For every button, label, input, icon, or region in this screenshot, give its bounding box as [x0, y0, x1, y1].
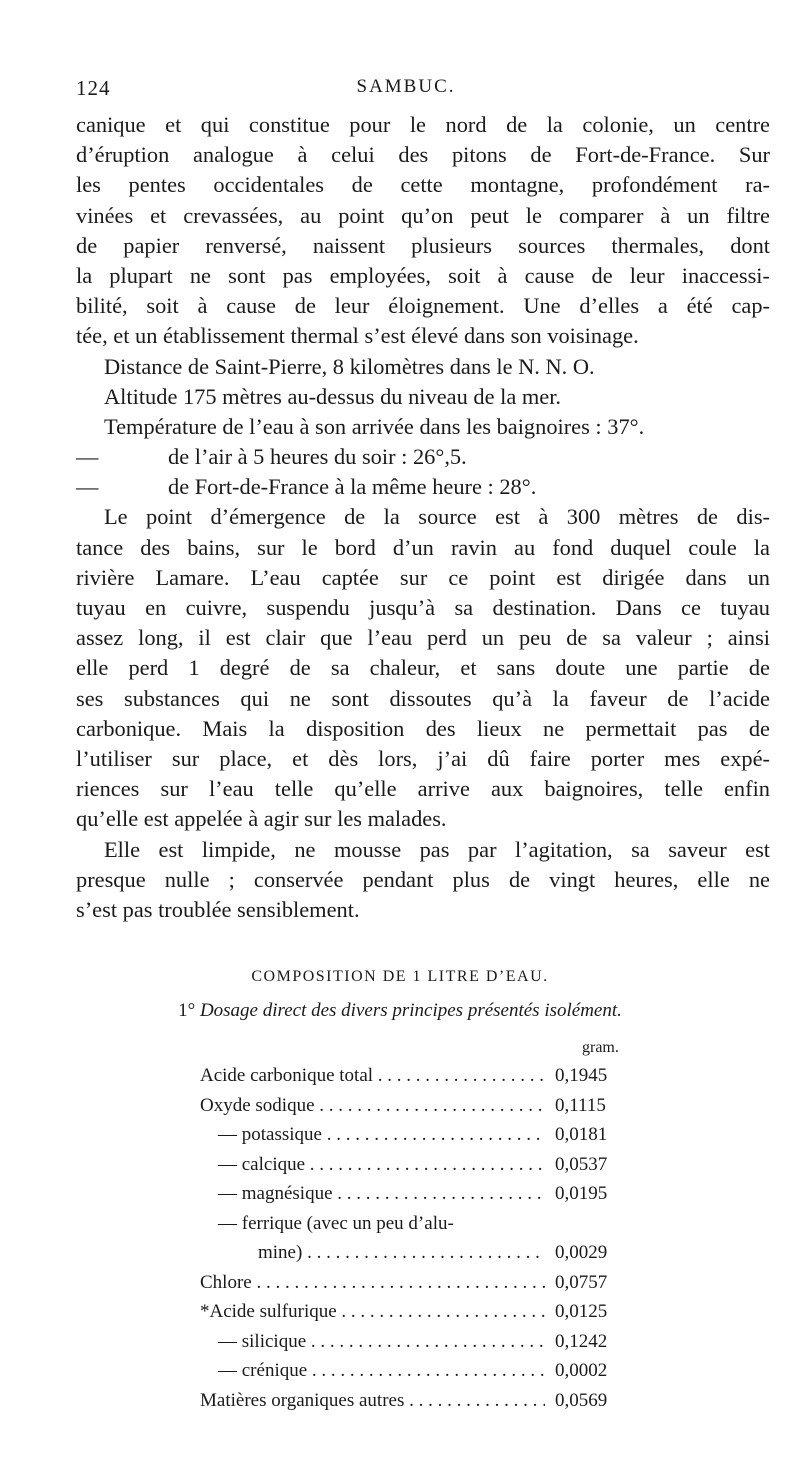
row-label: — ferrique (avec un peu d’alu-	[218, 1212, 454, 1234]
body-line: riences sur l’eau telle qu’elle arrive aux baignoires, telle enfin	[76, 776, 770, 802]
body-line: s’est pas troublée sensiblement.	[76, 896, 360, 922]
body-line: d’éruption analogue à celui des pitons de Fort-de-France. Sur	[76, 142, 770, 168]
body-line: bilité, soit à cause de leur éloignement. Une d’elles a été cap-	[76, 293, 770, 319]
table-row	[200, 1120, 660, 1150]
row-value: 0,0181	[555, 1124, 608, 1145]
body-line: de papier renversé, naissent plusieurs sources thermales, dont	[76, 232, 770, 258]
row-value: 0,0757	[555, 1271, 608, 1293]
ditto-dash: —	[76, 444, 99, 470]
table-row	[200, 1297, 660, 1327]
row-label: — silicique . . .	[200, 1327, 545, 1357]
row-label: — magnésique . . .	[200, 1179, 545, 1209]
row-value: 0,0125	[555, 1301, 608, 1322]
row-label: Matières organiques autres . . .	[200, 1386, 545, 1416]
body-line: rivière Lamare. L’eau captée sur ce point est dirigée dans un	[76, 564, 770, 590]
table-row	[200, 1209, 660, 1239]
row-value: 0,0195	[555, 1183, 608, 1204]
composition-title: COMPOSITION DE 1 LITRE D’EAU.	[251, 968, 549, 985]
table-row	[200, 1091, 660, 1121]
air-temperature-line	[76, 442, 770, 472]
table-row	[200, 1356, 660, 1386]
row-label: — crénique . . .	[200, 1356, 545, 1386]
row-label: Acide carbonique total . . .	[200, 1061, 545, 1091]
row-value: 0,0569	[555, 1389, 608, 1411]
page-number: 124	[76, 76, 111, 100]
row-label: — calcique . . .	[200, 1150, 545, 1180]
body-line: canique et qui constitue pour le nord de la colonie, un centre	[76, 112, 770, 137]
distance-line: Distance de Saint-Pierre, 8 kilomètres dans le N. N. O.	[104, 353, 595, 379]
fdf-temperature-line	[76, 472, 770, 502]
altitude-line: Altitude 175 mètres au-dessus du niveau de la mer.	[104, 383, 562, 409]
body-line: vinées et crevassées, au point qu’on peut le comparer à un filtre	[76, 202, 770, 228]
running-title: SAMBUC.	[356, 76, 456, 97]
body-text	[76, 110, 770, 925]
table-row	[200, 1238, 660, 1268]
table-row	[200, 1327, 660, 1357]
body-line: Elle est limpide, ne mousse pas par l’agitation, sa saveur est	[104, 836, 770, 862]
row-value: 0,1242	[555, 1330, 608, 1352]
body-line: elle perd 1 degré de sa chaleur, et sans doute une partie de	[76, 655, 770, 681]
subtitle-text: Dosage direct des divers principes présentés isolément.	[199, 1000, 622, 1021]
air-temperature-text: de l’air à 5 heures du soir : 26°,5.	[168, 444, 467, 470]
unit-label: gram.	[582, 1039, 619, 1056]
table-row	[200, 1150, 660, 1180]
ditto-dash: —	[76, 474, 99, 500]
water-temperature-line: Température de l’eau à son arrivée dans les baignoires : 37°.	[104, 413, 645, 439]
row-label: mine) . . .	[200, 1238, 545, 1268]
body-line: les pentes occidentales de cette montagne, profondément ra-	[76, 172, 770, 198]
body-line: Le point d’émergence de la source est à 300 mètres de dis-	[104, 504, 770, 530]
row-value: 0,0002	[555, 1360, 608, 1381]
body-line: carbonique. Mais la disposition des lieux ne permettait pas de	[76, 715, 770, 741]
table-row	[200, 1386, 660, 1416]
row-value: 0,0537	[555, 1153, 608, 1175]
row-value: 0,1945	[555, 1065, 608, 1086]
fdf-temperature-text: de Fort-de-France à la même heure : 28°.	[168, 474, 537, 500]
row-label: *Acide sulfurique . . .	[200, 1297, 545, 1327]
subtitle-number: 1°	[178, 1000, 196, 1021]
row-label: Chlore . . .	[200, 1268, 545, 1298]
table-row	[200, 1268, 660, 1298]
composition-table	[200, 1061, 660, 1415]
body-line: tance des bains, sur le bord d’un ravin au fond duquel coule la	[76, 534, 770, 560]
body-line: assez long, il est clair que l’eau perd un peu de sa valeur ; ainsi	[76, 625, 770, 651]
body-line: qu’elle est appelée à agir sur les malades.	[76, 806, 447, 832]
body-line: presque nulle ; conservée pendant plus de vingt heures, elle ne	[76, 866, 770, 892]
row-value: 0,1115	[555, 1094, 606, 1116]
page-header	[76, 76, 736, 106]
body-line: la plupart ne sont pas employées, soit à cause de leur inaccessi-	[76, 262, 770, 288]
row-value: 0,0029	[555, 1242, 608, 1263]
body-line: tuyau en cuivre, suspendu jusqu’à sa destination. Dans ce tuyau	[76, 595, 770, 620]
composition-subtitle	[0, 1000, 800, 1022]
table-row	[200, 1179, 660, 1209]
body-line: l’utiliser sur place, et dès lors, j’ai dû faire porter mes expé-	[76, 745, 770, 771]
table-row	[200, 1061, 660, 1091]
row-label: — potassique . . .	[200, 1120, 545, 1150]
row-label: Oxyde sodique . . .	[200, 1091, 545, 1121]
body-line: ses substances qui ne sont dissoutes qu’à la faveur de l’acide	[76, 685, 770, 711]
body-line: tée, et un établissement thermal s’est élevé dans son voisinage.	[76, 323, 639, 349]
